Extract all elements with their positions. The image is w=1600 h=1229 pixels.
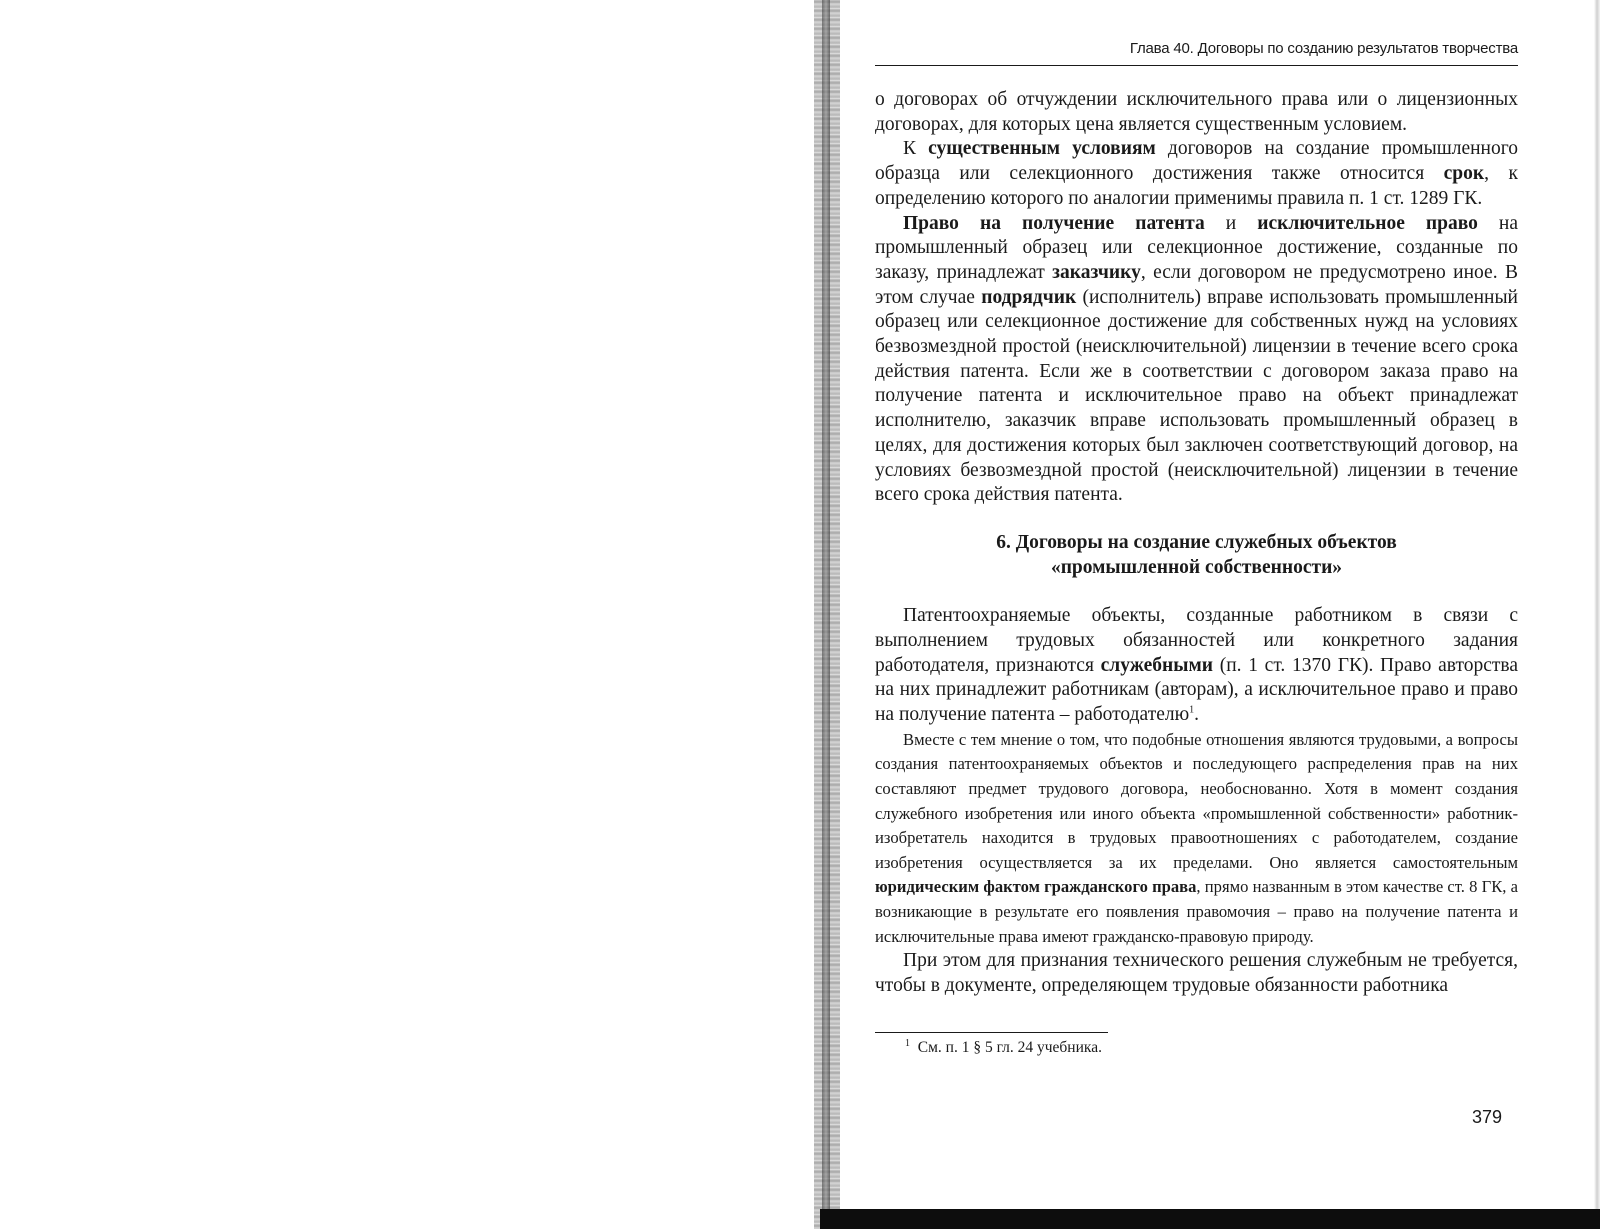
paragraph-essential-terms: [875, 137, 1518, 211]
book-spine-edge: [822, 0, 830, 1229]
text-run: на промышленный образец или селекционное достижение, созданные по заказу, принадлежат: [875, 212, 1519, 283]
section-heading-line: 6. Договоры на создание служебных объектов: [996, 531, 1397, 553]
scan-bottom-border: [820, 1209, 1600, 1229]
paragraph-text: При этом для признания технического решения служебным не требуется, чтобы в документе, определяющем трудовые обязанности работника: [875, 950, 1518, 996]
footnote-divider: [875, 1032, 1108, 1033]
text-run: К: [903, 138, 929, 160]
text-run: (исполнитель) вправе использовать промышленный образец или селекционное достижение для собственных нужд на условиях безвозмездной простой (неисключительной) лицензии в течение всего срока действия патента. Если же в соответствии с договором заказа право на получение патента и исключительное право на объект принадлежат исполнителю, заказчик вправе использовать промышленный образец в целях, для достижения которых был заключен соответствующий договор, на условиях безвозмездной простой (неисключительной) лицензии в течение всего срока действия патента.: [875, 286, 1518, 506]
section-heading-line: «промышленной собственности»: [1050, 556, 1343, 578]
paragraph-patent-rights: [875, 212, 1518, 508]
footnote-text: См. п. 1 § 5 гл. 24 учебника.: [917, 1038, 1102, 1056]
text-run: (п. 1 ст. 1370 ГК). Право авторства на них принадлежит работникам (авторам), а исключительное право и право на получение патента – работодателю: [875, 654, 1518, 726]
text-run: , к определению которого по аналогии применимы правила п. 1 ст. 1289 ГК.: [875, 163, 1518, 209]
paragraph-service-objects: [875, 604, 1518, 728]
text-run: , если договором не предусмотрено иное. В этом случае: [875, 261, 1518, 308]
bold-term: заказчику: [1052, 261, 1141, 283]
bold-term: подрядчик: [981, 286, 1077, 308]
book-page: [875, 40, 1518, 1150]
paragraph-small-print: [875, 728, 1518, 949]
paragraph-continuation: [875, 88, 1518, 137]
bold-term: Право на получение патента: [903, 212, 1205, 234]
text-run: Патентоохраняемые объекты, созданные работником в связи с выполнением трудовых обязанностей или конкретного задания работодателя, признаются: [875, 605, 1518, 676]
footnote: [875, 1038, 1518, 1058]
paragraph-text: о договорах об отчуждении исключительного права или о лицензионных договорах, для которых цена является существенным условием.: [875, 89, 1518, 135]
bold-term: существенным условиям: [928, 138, 1156, 160]
text-run: , прямо названным в этом качестве ст. 8 ГК, а возникающие в результате его появления правомочия – право на получение патента и исключительные права имеют гражданско-правовую природу.: [875, 877, 1518, 946]
bold-term: срок: [1443, 163, 1485, 185]
footnote-reference: 1: [1189, 704, 1195, 716]
text-run: и: [1204, 212, 1258, 234]
paragraph-final: [875, 949, 1518, 998]
text-run: договоров на создание промышленного образца или селекционного достижения также относится: [875, 138, 1518, 185]
text-run: Вместе с тем мнение о том, что подобные отношения являются трудовыми, а вопросы создания патентоохраняемых объектов и последующего распределения прав на них составляют предмет трудового договора, необоснованно. Хотя в момент создания служебного изобретения или иного объекта «промышленной собственности» работник-изобретатель находится в трудовых правоотношениях с работодателем, создание изобретения осуществляется за их пределами. Оно является самостоятельным: [875, 729, 1518, 872]
bold-term: юридическим фактом гражданского права: [875, 877, 1197, 897]
running-header: Глава 40. Договоры по созданию результатов творчества: [875, 40, 1518, 66]
bold-term: служебными: [1100, 654, 1213, 676]
footnote-marker: 1: [905, 1037, 910, 1049]
section-heading: [875, 531, 1518, 580]
bold-term: исключительное право: [1257, 212, 1478, 234]
page-number: 379: [1472, 1107, 1503, 1127]
text-run: .: [1194, 704, 1200, 726]
page-right-edge: [1594, 0, 1600, 1229]
